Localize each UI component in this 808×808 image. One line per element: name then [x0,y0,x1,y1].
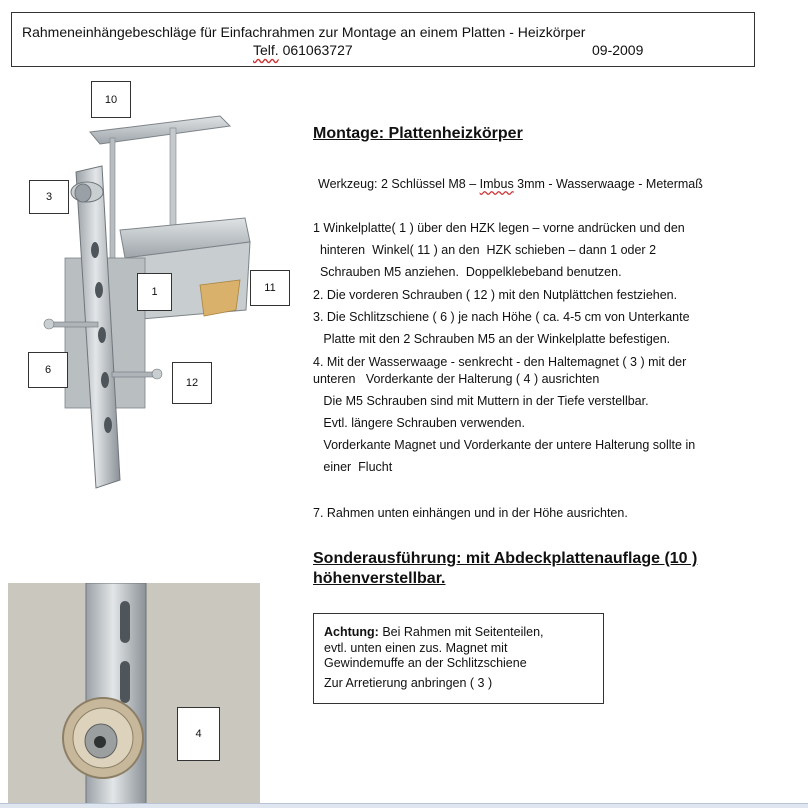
note-line-4: Zur Arretierung anbringen ( 3 ) [324,675,493,690]
note-line-1 [324,625,593,641]
callout-4: 4 [177,707,220,761]
instruction-line: unteren Vorderkante der Halterung ( 4 ) ausrichten [313,372,600,386]
product-photo [40,110,290,530]
note-line-2: evtl. unten einen zus. Magnet mit [324,640,508,655]
section-heading-mounting: Montage: Plattenheizkörper [313,125,523,142]
instruction-line: Schrauben M5 anziehen. Doppelklebeband benutzen. [313,265,622,279]
note-line-3: Gewindemuffe an der Schlitzschiene [324,656,527,670]
roller-photo [8,583,260,805]
instruction-line: hinteren Winkel( 11 ) an den HZK schieben – dann 1 oder 2 [313,243,657,257]
instruction-line: 1 Winkelplatte( 1 ) über den HZK legen – vorne andrücken und den [313,221,685,235]
tools-text-start: Werkzeug: 2 Schlüssel M8 – [318,177,480,191]
special-heading-line-1: Sonderausführung: mit Abdeckplattenauflage (10 ) [313,550,698,567]
callout-1: 1 [137,273,172,311]
instruction-line: 2. Die vorderen Schrauben ( 12 ) mit den Nutplättchen festziehen. [313,288,678,302]
callout-6: 6 [28,352,68,388]
instruction-line: einer Flucht [313,460,393,474]
instruction-line: 7. Rahmen unten einhängen und in der Höhe ausrichten. [313,506,628,520]
instruction-line: Vorderkante Magnet und Vorderkante der untere Halterung sollte in [313,438,696,452]
instruction-line: 3. Die Schlitzschiene ( 6 ) je nach Höhe ( ca. 4-5 cm von Unterkante [313,310,690,324]
instruction-line: Platte mit den 2 Schrauben M5 an der Winkelplatte befestigen. [313,332,671,346]
attention-note [313,613,604,704]
header-box [11,12,755,67]
document-date: 09-2009 [592,42,644,58]
instruction-line: Evtl. längere Schrauben verwenden. [313,416,525,430]
phone-label: Telf. [253,42,279,58]
tools-text-end: 3mm - Wasserwaage - Metermaß [513,177,703,191]
phone-line [253,42,353,58]
instruction-line: 4. Mit der Wasserwaage - senkrecht - den Haltemagnet ( 3 ) mit der [313,355,687,369]
note-label: Achtung: [324,625,379,639]
tools-imbus: Imbus [479,177,514,191]
callout-11: 11 [250,270,290,306]
callout-10: 10 [91,81,131,118]
instruction-line: Die M5 Schrauben sind mit Muttern in der Tiefe verstellbar. [313,394,649,408]
section-heading-special [313,549,697,589]
note-line-1-text: Bei Rahmen mit Seitenteilen, [378,625,544,639]
document-title: Rahmeneinhängebeschläge für Einfachrahmen zur Montage an einem Platten - Heizkörper [22,24,586,40]
tools-line [318,177,703,192]
callout-3: 3 [29,180,69,214]
special-heading-line-2: höhenverstellbar. [313,570,446,587]
bottom-edge [0,803,808,808]
phone-number: 061063727 [282,42,353,58]
holding-magnet [71,182,103,202]
roller-illustration [8,583,260,805]
callout-12: 12 [172,362,212,404]
